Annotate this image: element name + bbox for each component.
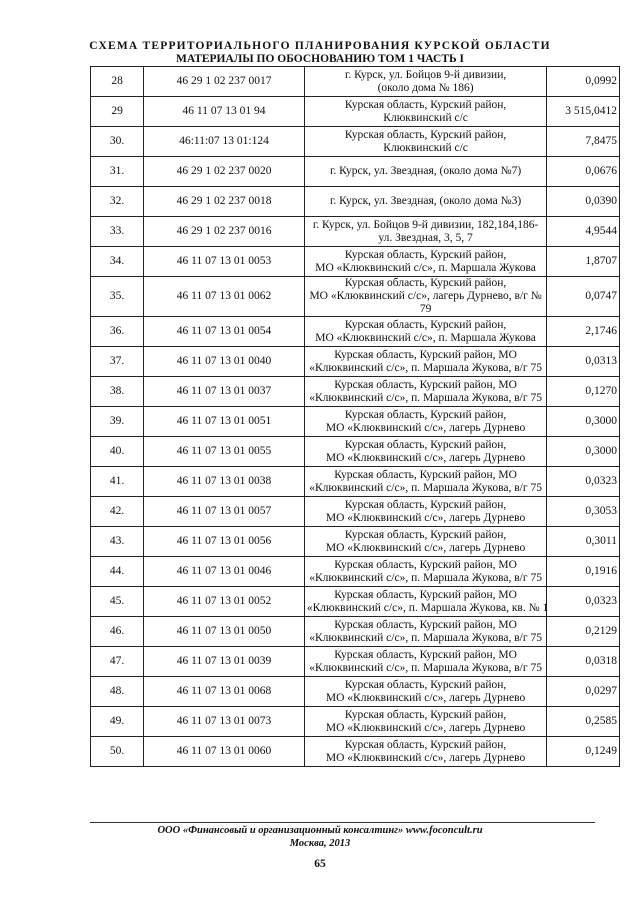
cadastral-number-cell: 46 11 07 13 01 0038 [144,467,305,497]
address-line: Курская область, Курский район, [344,277,507,289]
area-cell: 0,0747 [547,277,620,317]
table-row [91,67,620,97]
cadastral-number-cell: 46 11 07 13 01 0046 [144,557,305,587]
table-row [91,377,620,407]
footer-company: ООО «Финансовый и организационный консалтинг» www.foconcult.ru [157,825,483,836]
address-cell [304,157,547,187]
address-line: Курская область, Курский район, МО [334,588,517,601]
cadastral-number-cell: 46 11 07 13 01 0057 [144,497,305,527]
address-cell [304,247,547,277]
cadastral-number-cell: 46 11 07 13 01 0050 [144,617,305,647]
address-line: МО «Клюквинский с/с», п. Маршала Жукова [315,331,536,344]
address-line: г. Курск, ул. Бойцов 9-й дивизии, [344,68,507,81]
row-number-cell: 47. [91,647,144,677]
table-row [91,407,620,437]
address-line: МО «Клюквинский с/с», лагерь Дурнево [325,721,526,734]
address-line: г. Курск, ул. Звездная, (около дома №7) [330,165,522,177]
cadastral-number-cell: 46 11 07 13 01 0056 [144,527,305,557]
address-cell [304,557,547,587]
table-row [91,737,620,767]
area-cell: 0,0676 [547,157,620,187]
row-number-cell: 50. [91,737,144,767]
address-cell [304,317,547,347]
address-cell [304,97,547,127]
address-cell [304,737,547,767]
cadastral-number-cell: 46 11 07 13 01 0039 [144,647,305,677]
address-line: «Клюквинский с/с», п. Маршала Жукова, кв. № 1 [306,601,549,614]
document-header-subtitle: МАТЕРИАЛЫ ПО ОБОСНОВАНИЮ ТОМ 1 ЧАСТЬ I [176,53,464,65]
address-line: Курская область, Курский район, [344,98,507,111]
area-cell: 0,1249 [547,737,620,767]
address-line: Курская область, Курский район, [344,248,507,261]
row-number-cell: 38. [91,377,144,407]
document-header-title: СХЕМА ТЕРРИТОРИАЛЬНОГО ПЛАНИРОВАНИЯ КУРСКОЙ ОБЛАСТИ [89,40,551,52]
cadastral-number-cell: 46 11 07 13 01 0053 [144,247,305,277]
area-cell: 0,1270 [547,377,620,407]
address-cell [304,407,547,437]
cadastral-number-cell: 46 29 1 02 237 0016 [144,217,305,247]
address-cell [304,377,547,407]
area-cell: 0,1916 [547,557,620,587]
cadastral-number-cell: 46 11 07 13 01 0052 [144,587,305,617]
address-line: МО «Клюквинский с/с», лагерь Дурнево [325,511,526,524]
address-line: Курская область, Курский район, МО [334,378,517,391]
row-number-cell: 48. [91,677,144,707]
row-number-cell: 37. [91,347,144,377]
address-line: «Клюквинский с/с», п. Маршала Жукова, в/г 75 [309,571,542,584]
table-row [91,187,620,217]
area-cell: 0,3000 [547,407,620,437]
address-line: г. Курск, ул. Звездная, (около дома №3) [330,195,522,207]
address-line: 79 [419,303,432,315]
row-number-cell: 31. [91,157,144,187]
row-number-cell: 43. [91,527,144,557]
cadastral-number-cell: 46 11 07 13 01 0040 [144,347,305,377]
address-cell [304,437,547,467]
address-cell [304,617,547,647]
area-cell: 3 515,0412 [547,97,620,127]
cadastral-number-cell: 46 11 07 13 01 0051 [144,407,305,437]
address-line: «Клюквинский с/с», п. Маршала Жукова, в/г 75 [309,361,542,374]
address-cell [304,67,547,97]
address-line: Клюквинский с/с [383,111,468,124]
table-row [91,677,620,707]
cadastral-number-cell: 46 29 1 02 237 0018 [144,187,305,217]
table-row [91,247,620,277]
cadastral-number-cell: 46 11 07 13 01 0073 [144,707,305,737]
table-row [91,97,620,127]
address-line: «Клюквинский с/с», п. Маршала Жукова, в/г 75 [309,661,542,674]
address-line: «Клюквинский с/с», п. Маршала Жукова, в/г 75 [309,481,542,494]
row-number-cell: 30. [91,127,144,157]
table-body [91,67,620,767]
row-number-cell: 29 [91,97,144,127]
area-cell: 1,8707 [547,247,620,277]
address-line: Курская область, Курский район, МО [334,648,517,661]
table-row [91,617,620,647]
address-line: Курская область, Курский район, [344,678,507,691]
table-row [91,497,620,527]
area-cell: 0,3011 [547,527,620,557]
address-line: Курская область, Курский район, [344,738,507,751]
address-cell [304,587,547,617]
address-line: МО «Клюквинский с/с», лагерь Дурнево [325,421,526,434]
address-cell [304,127,547,157]
address-line: Курская область, Курский район, [344,498,507,511]
address-line: Курская область, Курский район, МО [334,468,517,481]
cadastral-number-cell: 46 11 07 13 01 0055 [144,437,305,467]
address-line: Курская область, Курский район, МО [334,558,517,571]
address-cell [304,277,547,317]
table-row [91,467,620,497]
address-line: Курская область, Курский район, [344,528,507,541]
area-cell: 0,2129 [547,617,620,647]
address-line: МО «Клюквинский с/с», лагерь Дурнево [325,751,526,764]
address-line: Курская область, Курский район, [344,408,507,421]
address-line: МО «Клюквинский с/с», лагерь Дурнево [325,541,526,554]
address-line: ул. Звездная, 3, 5, 7 [378,231,473,244]
area-cell: 0,0313 [547,347,620,377]
table-row [91,707,620,737]
table-row [91,437,620,467]
cadastral-number-cell: 46 29 1 02 237 0017 [144,67,305,97]
address-line: Курская область, Курский район, [344,128,507,141]
address-line: Курская область, Курский район, [344,708,507,721]
address-cell [304,497,547,527]
address-cell [304,347,547,377]
cadastral-number-cell: 46 11 07 13 01 0068 [144,677,305,707]
area-cell: 0,2585 [547,707,620,737]
row-number-cell: 41. [91,467,144,497]
row-number-cell: 45. [91,587,144,617]
cadastral-number-cell: 46 11 07 13 01 94 [144,97,305,127]
row-number-cell: 35. [91,277,144,317]
table-row [91,277,620,317]
row-number-cell: 36. [91,317,144,347]
address-line: «Клюквинский с/с», п. Маршала Жукова, в/г 75 [309,391,542,404]
area-cell: 0,0297 [547,677,620,707]
area-cell: 0,0318 [547,647,620,677]
cadastral-number-cell: 46 11 07 13 01 0062 [144,277,305,317]
area-cell: 0,0323 [547,587,620,617]
cadastral-number-cell: 46:11:07 13 01:124 [144,127,305,157]
cadastral-number-cell: 46 29 1 02 237 0020 [144,157,305,187]
address-line: «Клюквинский с/с», п. Маршала Жукова, в/г 75 [309,631,542,644]
address-cell [304,707,547,737]
row-number-cell: 39. [91,407,144,437]
row-number-cell: 40. [91,437,144,467]
table-row [91,157,620,187]
address-cell [304,677,547,707]
address-line: МО «Клюквинский с/с», лагерь Дурнево, в/г № [309,290,542,302]
area-cell: 7,8475 [547,127,620,157]
address-cell [304,467,547,497]
row-number-cell: 42. [91,497,144,527]
row-number-cell: 44. [91,557,144,587]
address-line: МО «Клюквинский с/с», лагерь Дурнево [325,691,526,704]
area-cell: 0,0323 [547,467,620,497]
footer-divider [90,822,595,823]
address-cell [304,647,547,677]
address-cell [304,217,547,247]
row-number-cell: 46. [91,617,144,647]
area-cell: 0,0992 [547,67,620,97]
table-row [91,557,620,587]
address-line: Курская область, Курский район, МО [334,618,517,631]
table-row [91,587,620,617]
cadastral-number-cell: 46 11 07 13 01 0054 [144,317,305,347]
address-line: Клюквинский с/с [383,141,468,154]
row-number-cell: 28 [91,67,144,97]
table-row [91,527,620,557]
table-row [91,127,620,157]
table-row [91,347,620,377]
address-cell [304,527,547,557]
address-line: Курская область, Курский район, [344,318,507,331]
area-cell: 2,1746 [547,317,620,347]
area-cell: 0,0390 [547,187,620,217]
address-cell [304,187,547,217]
row-number-cell: 49. [91,707,144,737]
address-line: (около дома № 186) [377,81,474,94]
area-cell: 0,3053 [547,497,620,527]
area-cell: 0,3000 [547,437,620,467]
address-line: МО «Клюквинский с/с», п. Маршала Жукова [315,261,536,274]
footer-city-year: Москва, 2013 [289,838,351,849]
address-line: Курская область, Курский район, [344,438,507,451]
row-number-cell: 34. [91,247,144,277]
cadastral-number-cell: 46 11 07 13 01 0037 [144,377,305,407]
address-line: Курская область, Курский район, МО [334,348,517,361]
cadastral-number-cell: 46 11 07 13 01 0060 [144,737,305,767]
table-row [91,647,620,677]
area-cell: 4,9544 [547,217,620,247]
row-number-cell: 32. [91,187,144,217]
address-line: г. Курск, ул. Бойцов 9-й дивизии, 182,184,186- [312,218,539,231]
row-number-cell: 33. [91,217,144,247]
land-plots-table [90,66,620,767]
page-number: 65 [314,858,326,870]
table-row [91,317,620,347]
address-line: МО «Клюквинский с/с», лагерь Дурнево [325,451,526,464]
table-row [91,217,620,247]
